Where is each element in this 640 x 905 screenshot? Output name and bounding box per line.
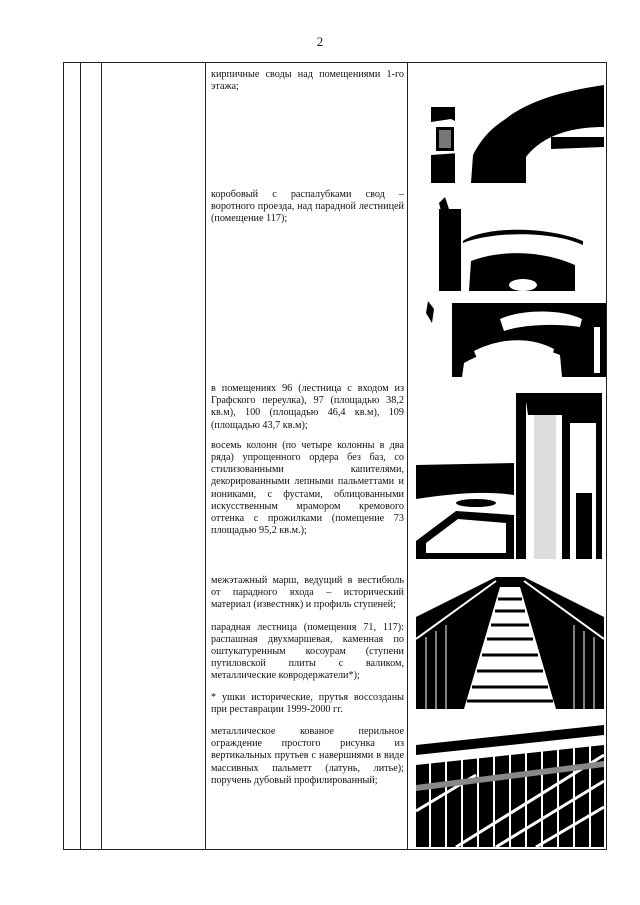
monument-table [63,62,607,850]
entry-box-vault: коробовый с распалубками свод – воротного проезда, над парадной лестницей (помещение 117); [211,189,404,225]
page-number: 2 [316,34,324,49]
entry-footnote: * ушки исторические, прутья воссозданы при реставрации 1999-2000 гг. [211,691,404,715]
entry-rooms-96-109: в помещениях 96 (лестница с входом из Графского переулка), 97 (площадью 38,2 кв.м), 100 (площадью 46,4 кв.м), 109 (площадью 43,7 кв.м); [211,383,404,431]
railing-photo [416,715,604,847]
box-vault-photo [433,191,606,291]
text-block [211,189,404,226]
column-divider [205,63,206,849]
entry-main-staircase: парадная лестница (помещения 71, 117): распашная двухмаршевая, каменная по оштукатуренным косоурам (ступени путиловской плиты с валиком, металлические ковродержатели*); [211,621,404,682]
entry-railing: металлическое кованое перильное ограждение простого рисунка из вертикальных прутьев с навершиями в виде массивных пальметт (латунь, литье); поручень дубовый профилированный; [211,726,404,786]
entry-interfloor-flight: межэтажный марш, ведущий в вестибюль от парадного входа – исторический материал (известняк) и профиль ступеней; [211,575,404,611]
text-block [211,383,404,537]
text-block [211,69,404,93]
text-block [211,575,404,787]
entry-brick-vaults: кирпичные своды над помещениями 1-го этажа; [211,69,404,93]
columns-room-photo [416,393,602,559]
column-divider [407,63,408,849]
vault-detail-photo [412,297,606,377]
staircase-photo [416,577,604,709]
vault-photo [431,67,604,183]
column-divider [101,63,102,849]
entry-eight-columns: восемь колонн (по четыре колонны в два ряда) упрощенного ордера без баз, со стилизованными капителями, декорированными лепными пальметтами и иониками, с фустами, облицованными искусственным мрамором кремового оттенка с прожилками (помещение 73 площадью 95,2 кв.м.); [211,439,404,537]
column-divider [80,63,81,849]
